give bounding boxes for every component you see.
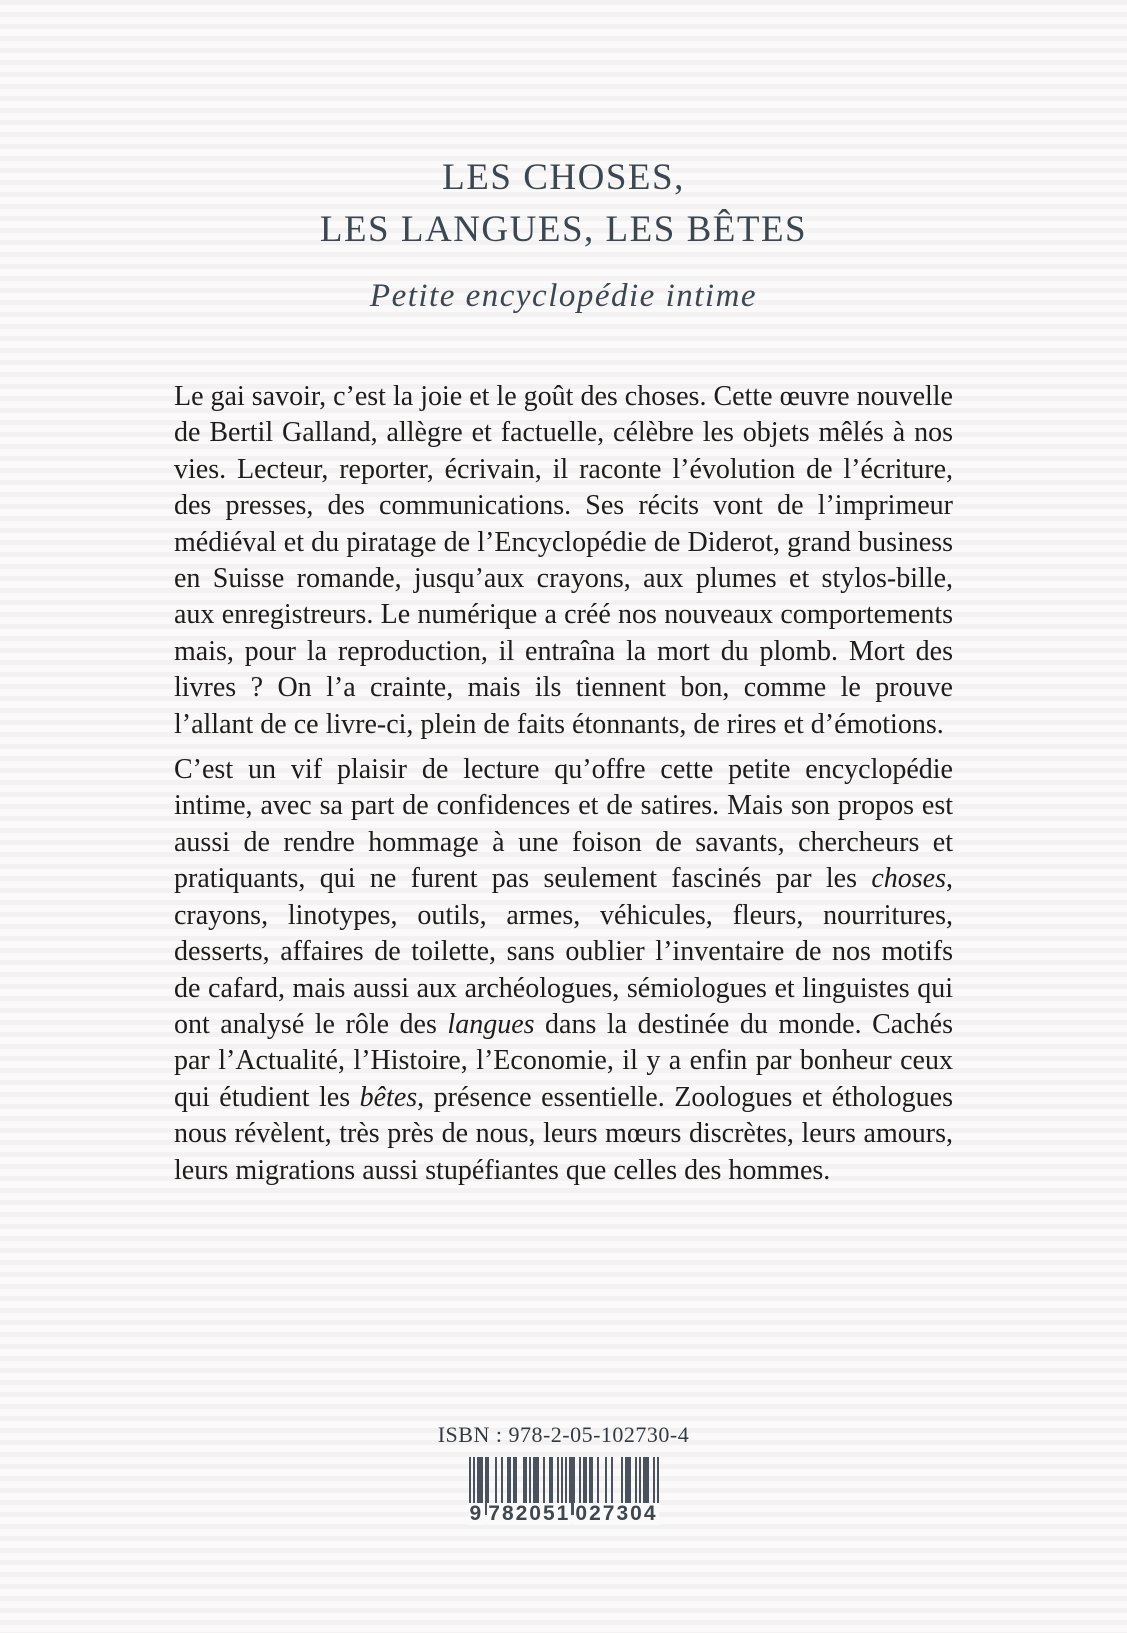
barcode-digit-group: 9 [469, 1502, 484, 1525]
paragraph [174, 752, 953, 1189]
italic-term: langues [447, 1008, 535, 1040]
barcode-digits [469, 1503, 659, 1525]
barcode-digit-group: 782051 [488, 1502, 571, 1525]
text-run: dans la destinée du monde. Cachés par l’Actualité, l’Histoire, l’Economie, il y a enfin par bonheur ceux qui étudient les [174, 1008, 953, 1113]
text-run: C’est un vif plaisir de lecture qu’offre cette petite encyclopédie intime, avec sa part de confidences et de satires. Mais son propos est aussi de rendre hommage à une foison de savants, chercheurs et pratiquants, qui ne furent pas seulement fascinés par les [174, 754, 953, 895]
title-block [0, 152, 1127, 315]
paragraph [174, 379, 953, 743]
barcode [469, 1457, 659, 1525]
book-title-line1: LES CHOSES, [442, 157, 685, 198]
barcode-digit-group: 027304 [575, 1502, 658, 1525]
italic-term: bêtes [359, 1081, 418, 1113]
book-title-line2: LES LANGUES, LES BÊTES [319, 209, 808, 250]
footer-block [0, 1422, 1127, 1525]
text-run: , présence essentielle. Zoologues et éthologues nous révèlent, très près de nous, leurs mœurs discrètes, leurs amours, leurs migrations aussi stupéfiantes que celles des hommes. [174, 1081, 954, 1186]
book-subtitle: Petite encyclopédie intime [369, 278, 758, 314]
italic-term: choses [871, 863, 946, 895]
isbn-label: ISBN : 978-2-05-102730-4 [437, 1422, 690, 1447]
text-run: Le gai savoir, c’est la joie et le goût des choses. Cette œuvre nouvelle de Bertil Galland, allègre et factuelle, célèbre les objets mêlés à nos vies. Lecteur, reporter, écrivain, il raconte l’évolution de l’écriture, des presses, des communications. Ses récits vont de l’imprimeur médiéval et du piratage de l’Encyclopédie de Diderot, grand business en Suisse romande, jusqu’aux crayons, aux plumes et stylos-bille, aux enregistreurs. Le numérique a créé nos nouveaux comportements mais, pour la reproduction, il entraîna la mort du plomb. Mort des livres ? On l’a crainte, mais ils tiennent bon, comme le prouve l’allant de ce livre-ci, plein de faits étonnants, de rires et d’émotions. [174, 381, 953, 740]
body-paragraphs [174, 379, 953, 1189]
text-run: , crayons, linotypes, outils, armes, véhicules, fleurs, nourritures, desserts, affaires de toilette, sans oublier l’inventaire de nos motifs de cafard, mais aussi aux archéologues, sémiologues et linguistes qui ont analysé le rôle des [174, 863, 953, 1040]
